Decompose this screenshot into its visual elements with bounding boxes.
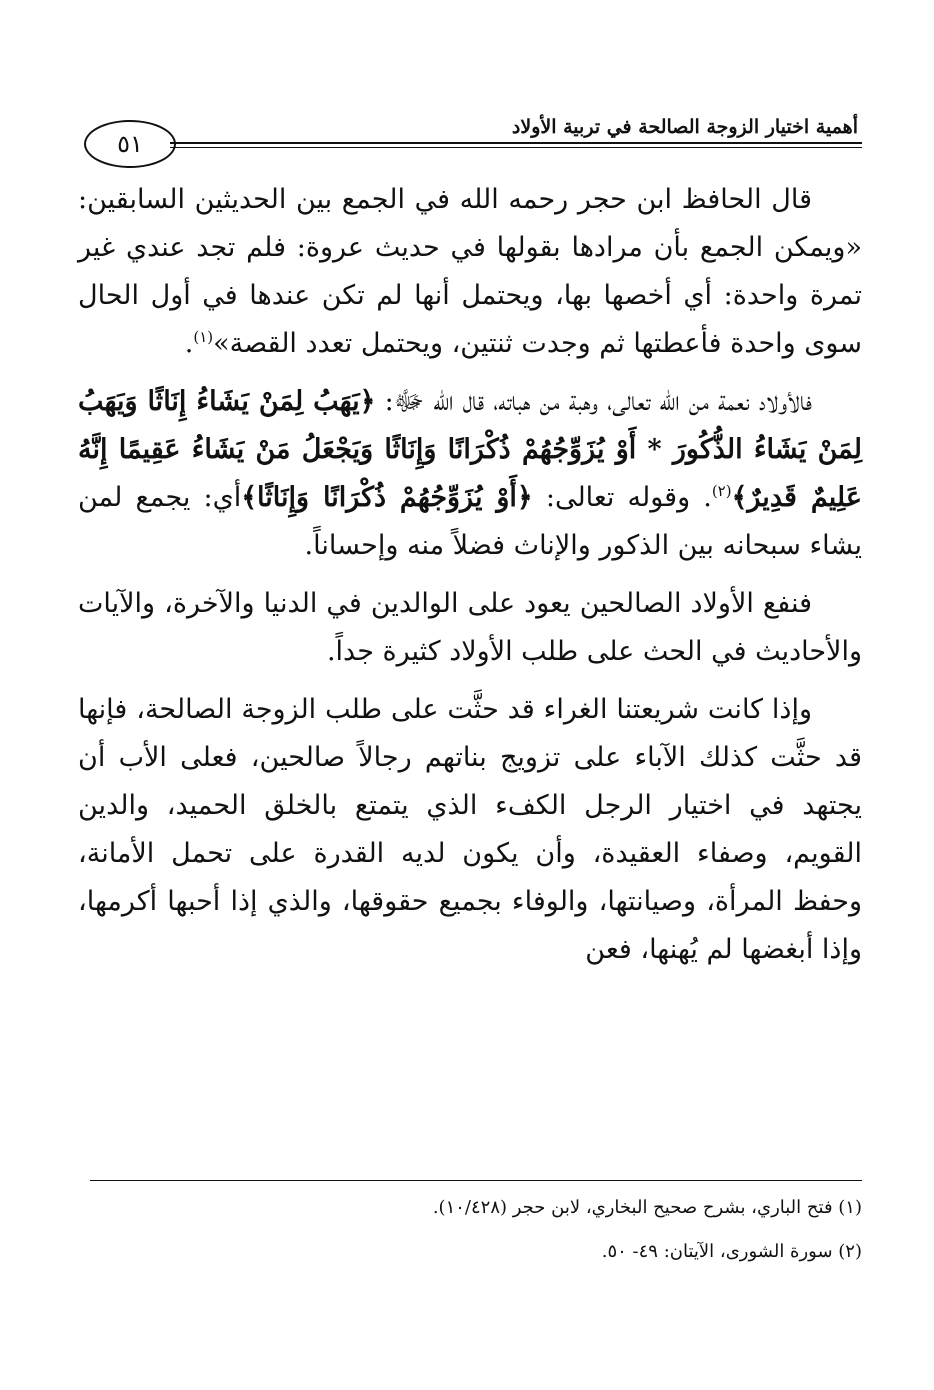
paragraph-children-blessing	[78, 378, 862, 570]
paragraph-tail: أي: يجمع لمن يشاء سبحانه بين الذكور والإناث فضلاً منه وإحساناً.	[78, 482, 862, 561]
footnote-divider	[90, 1180, 862, 1181]
paragraph-choosing-husband: وإذا كانت شريعتنا الغراء قد حثَّت على طلب الزوجة الصالحة، فإنها قد حثَّت كذلك الآباء على تزويج بناتهم رجالاً صالحين، فعلى الأب أن يجتهد في اختيار الرجل الكفء الذي يتمتع بالخلق الحميد، والدين القويم، وصفاء العقيدة، وأن يكون لديه القدرة على تحمل الأمانة، وحفظ المرأة، وصيانتها، والوفاء بجميع حقوقها، والذي إذا أحبها أكرمها، وإذا أبغضها لم يُهنها، فعن	[78, 694, 862, 965]
running-title: أهمية اختيار الزوجة الصالحة في تربية الأولاد	[511, 116, 858, 138]
footnote-ref-1: (١)	[193, 328, 214, 346]
paragraph-end: .	[184, 328, 194, 359]
page-number: ٥١	[84, 120, 176, 168]
footnotes	[90, 1196, 862, 1284]
quran-verse: ﴿يَهَبُ لِمَنْ يَشَاءُ إِنَاثًا وَيَهَبُ لِمَنْ يَشَاءُ الذُّكُورَ * أَوْ يُزَوِّجُهُمْ ذُكْرَانًا وَإِنَاثًا وَيَجْعَلُ مَنْ يَشَاءُ عَقِيمًا إِنَّهُ عَلِيمٌ قَدِيرٌ﴾	[78, 386, 862, 513]
quran-verse-excerpt: ﴿أَوْ يُزَوِّجُهُمْ ذُكْرَانًا وَإِنَاثًا﴾	[241, 482, 533, 513]
footnote-2: (٢) سورة الشورى، الآيتان: ٤٩- ٥٠.	[601, 1241, 862, 1262]
paragraph-hadith-commentary	[78, 176, 862, 368]
paragraph-lead: فالأولاد نعمة من الله تعالى، وهبة من هباته، قال الله ﷻ:	[384, 386, 812, 417]
paragraph-benefit: فنفع الأولاد الصالحين يعود على الوالدين في الدنيا والآخرة، والآيات والأحاديث في الحث على طلب الأولاد كثيرة جداً.	[78, 588, 862, 667]
paragraph-text: قال الحافظ ابن حجر رحمه الله في الجمع بين الحديثين السابقين: «ويمكن الجمع بأن مرادها بقولها في حديث عروة: فلم تجد عندي غير تمرة واحدة: أي أخصها بها، ويحتمل أنها لم تكن عندها في أول الحال سوى واحدة فأعطتها ثم وجدت ثنتين، ويحتمل تعدد القصة»	[78, 184, 862, 359]
paragraph-mid: . وقوله تعالى:	[545, 482, 712, 513]
footnote-ref-2: (٢)	[711, 482, 732, 500]
footnote-1: (١) فتح الباري، بشرح صحيح البخاري، لابن حجر (١٠/٤٢٨).	[432, 1197, 862, 1218]
page-header	[84, 112, 862, 172]
header-rule-thin	[170, 147, 862, 148]
body-text	[78, 176, 862, 984]
header-rule	[170, 142, 862, 144]
